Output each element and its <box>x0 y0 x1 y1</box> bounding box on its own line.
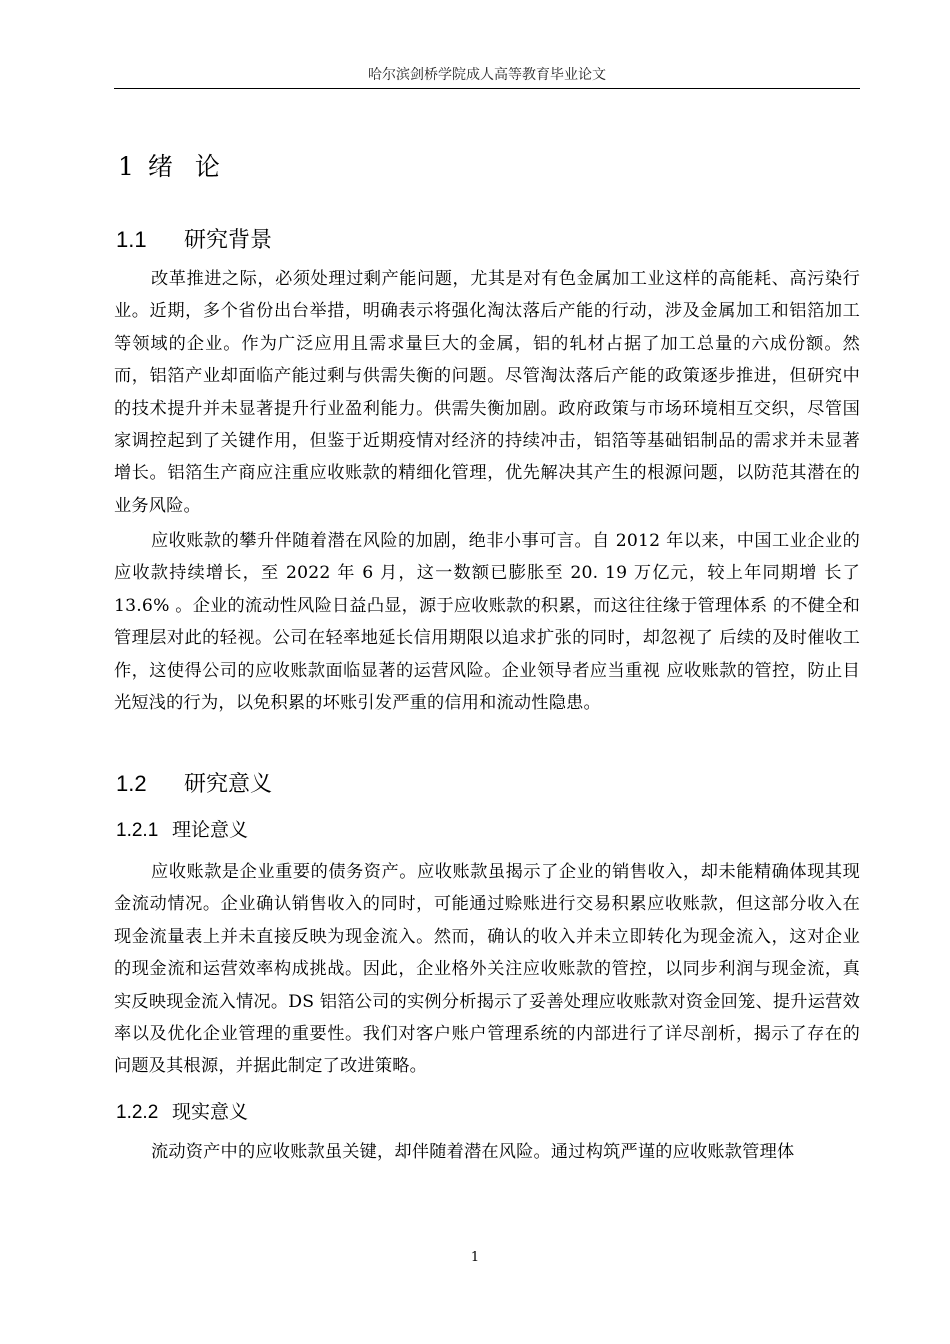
paragraph-theory: 应收账款是企业重要的债务资产。应收账款虽揭示了企业的销售收入，却未能精确体现其现金流动情况。企业确认销售收入的同时，可能通过赊账进行交易积累应收账款，但这部分收入在现金流量表上并未直接反映为现金流入。然而，确认的收入并未立即转化为现金流入，这对企业的现金流和运营效率构成挑战。因此，企业格外关注应收账款的管控，以同步利润与现金流，真实反映现金流入情况。DS 铝箔公司的实例分析揭示了妥善处理应收账款对资金回笼、提升运营效率以及优化企业管理的重要性。我们对客户账户管理系统的内部进行了详尽剖析，揭示了存在的问题及其根源，并据此制定了改进策略。 <box>114 862 860 1077</box>
section-number: 1.2 <box>116 771 147 796</box>
section-number: 1.1 <box>116 227 147 252</box>
subsection-title: 现实意义 <box>172 1101 249 1123</box>
subsection-number: 1.2.2 <box>116 1102 159 1123</box>
section-heading-1-1 <box>116 223 272 254</box>
section-heading-1-2 <box>116 767 272 798</box>
page-header: 哈尔滨剑桥学院成人高等教育毕业论文 <box>368 67 606 83</box>
subsection-heading-1-2-2 <box>116 1097 248 1124</box>
chapter-heading <box>118 147 242 183</box>
subsection-title: 理论意义 <box>172 819 249 841</box>
paragraph-background-2: 应收账款的攀升伴随着潜在风险的加剧，绝非小事可言。自 2012 年以来，中国工业企业的应收款持续增长，至 2022 年 6 月，这一数额已膨胀至 20. 19 万亿元，较上年同期增 长了 13.6% 。企业的流动性风险日益凸显，源于应收账款的积累，而这往往缘于管理体系 的不健全和管理层对此的轻视。公司在轻率地延长信用期限以追求扩张的同时，却忽视了 后续的及时催收工作，这使得公司的应收账款面临显著的运营风险。企业领导者应当重视 应收账款的管控，防止目光短浅的行为，以免积累的坏账引发严重的信用和流动性隐患。 <box>114 531 860 714</box>
section-title: 研究意义 <box>184 772 273 797</box>
subsection-heading-1-2-1 <box>116 815 248 842</box>
page-number: 1 <box>470 1250 480 1265</box>
subsection-number: 1.2.1 <box>116 820 159 841</box>
chapter-number: 1 <box>118 152 134 181</box>
paragraph-practice: 流动资产中的应收账款虽关键，却伴随着潜在风险。通过构筑严谨的应收账款管理体 <box>151 1142 795 1162</box>
paragraph-background-1: 改革推进之际，必须处理过剩产能问题，尤其是对有色金属加工业这样的高能耗、高污染行业。近期，多个省份出台举措，明确表示将强化淘汰落后产能的行动，涉及金属加工和铝箔加工等领域的企业。作为广泛应用且需求量巨大的金属，铝的轧材占据了加工总量的六成份额。然而，铝箔产业却面临产能过剩与供需失衡的问题。尽管淘汰落后产能的政策逐步推进，但研究中的技术提升并未显著提升行业盈利能力。供需失衡加剧。政府政策与市场环境相互交织，尽管国家调控起到了关键作用，但鉴于近期疫情对经济的持续冲击，铝箔等基础铝制品的需求并未显著增长。铝箔生产商应注重应收账款的精细化管理，优先解决其产生的根源问题，以防范其潜在的业务风险。 <box>114 269 860 516</box>
header-rule <box>114 88 860 89</box>
section-title: 研究背景 <box>184 228 273 253</box>
chapter-title: 绪论 <box>147 152 242 181</box>
